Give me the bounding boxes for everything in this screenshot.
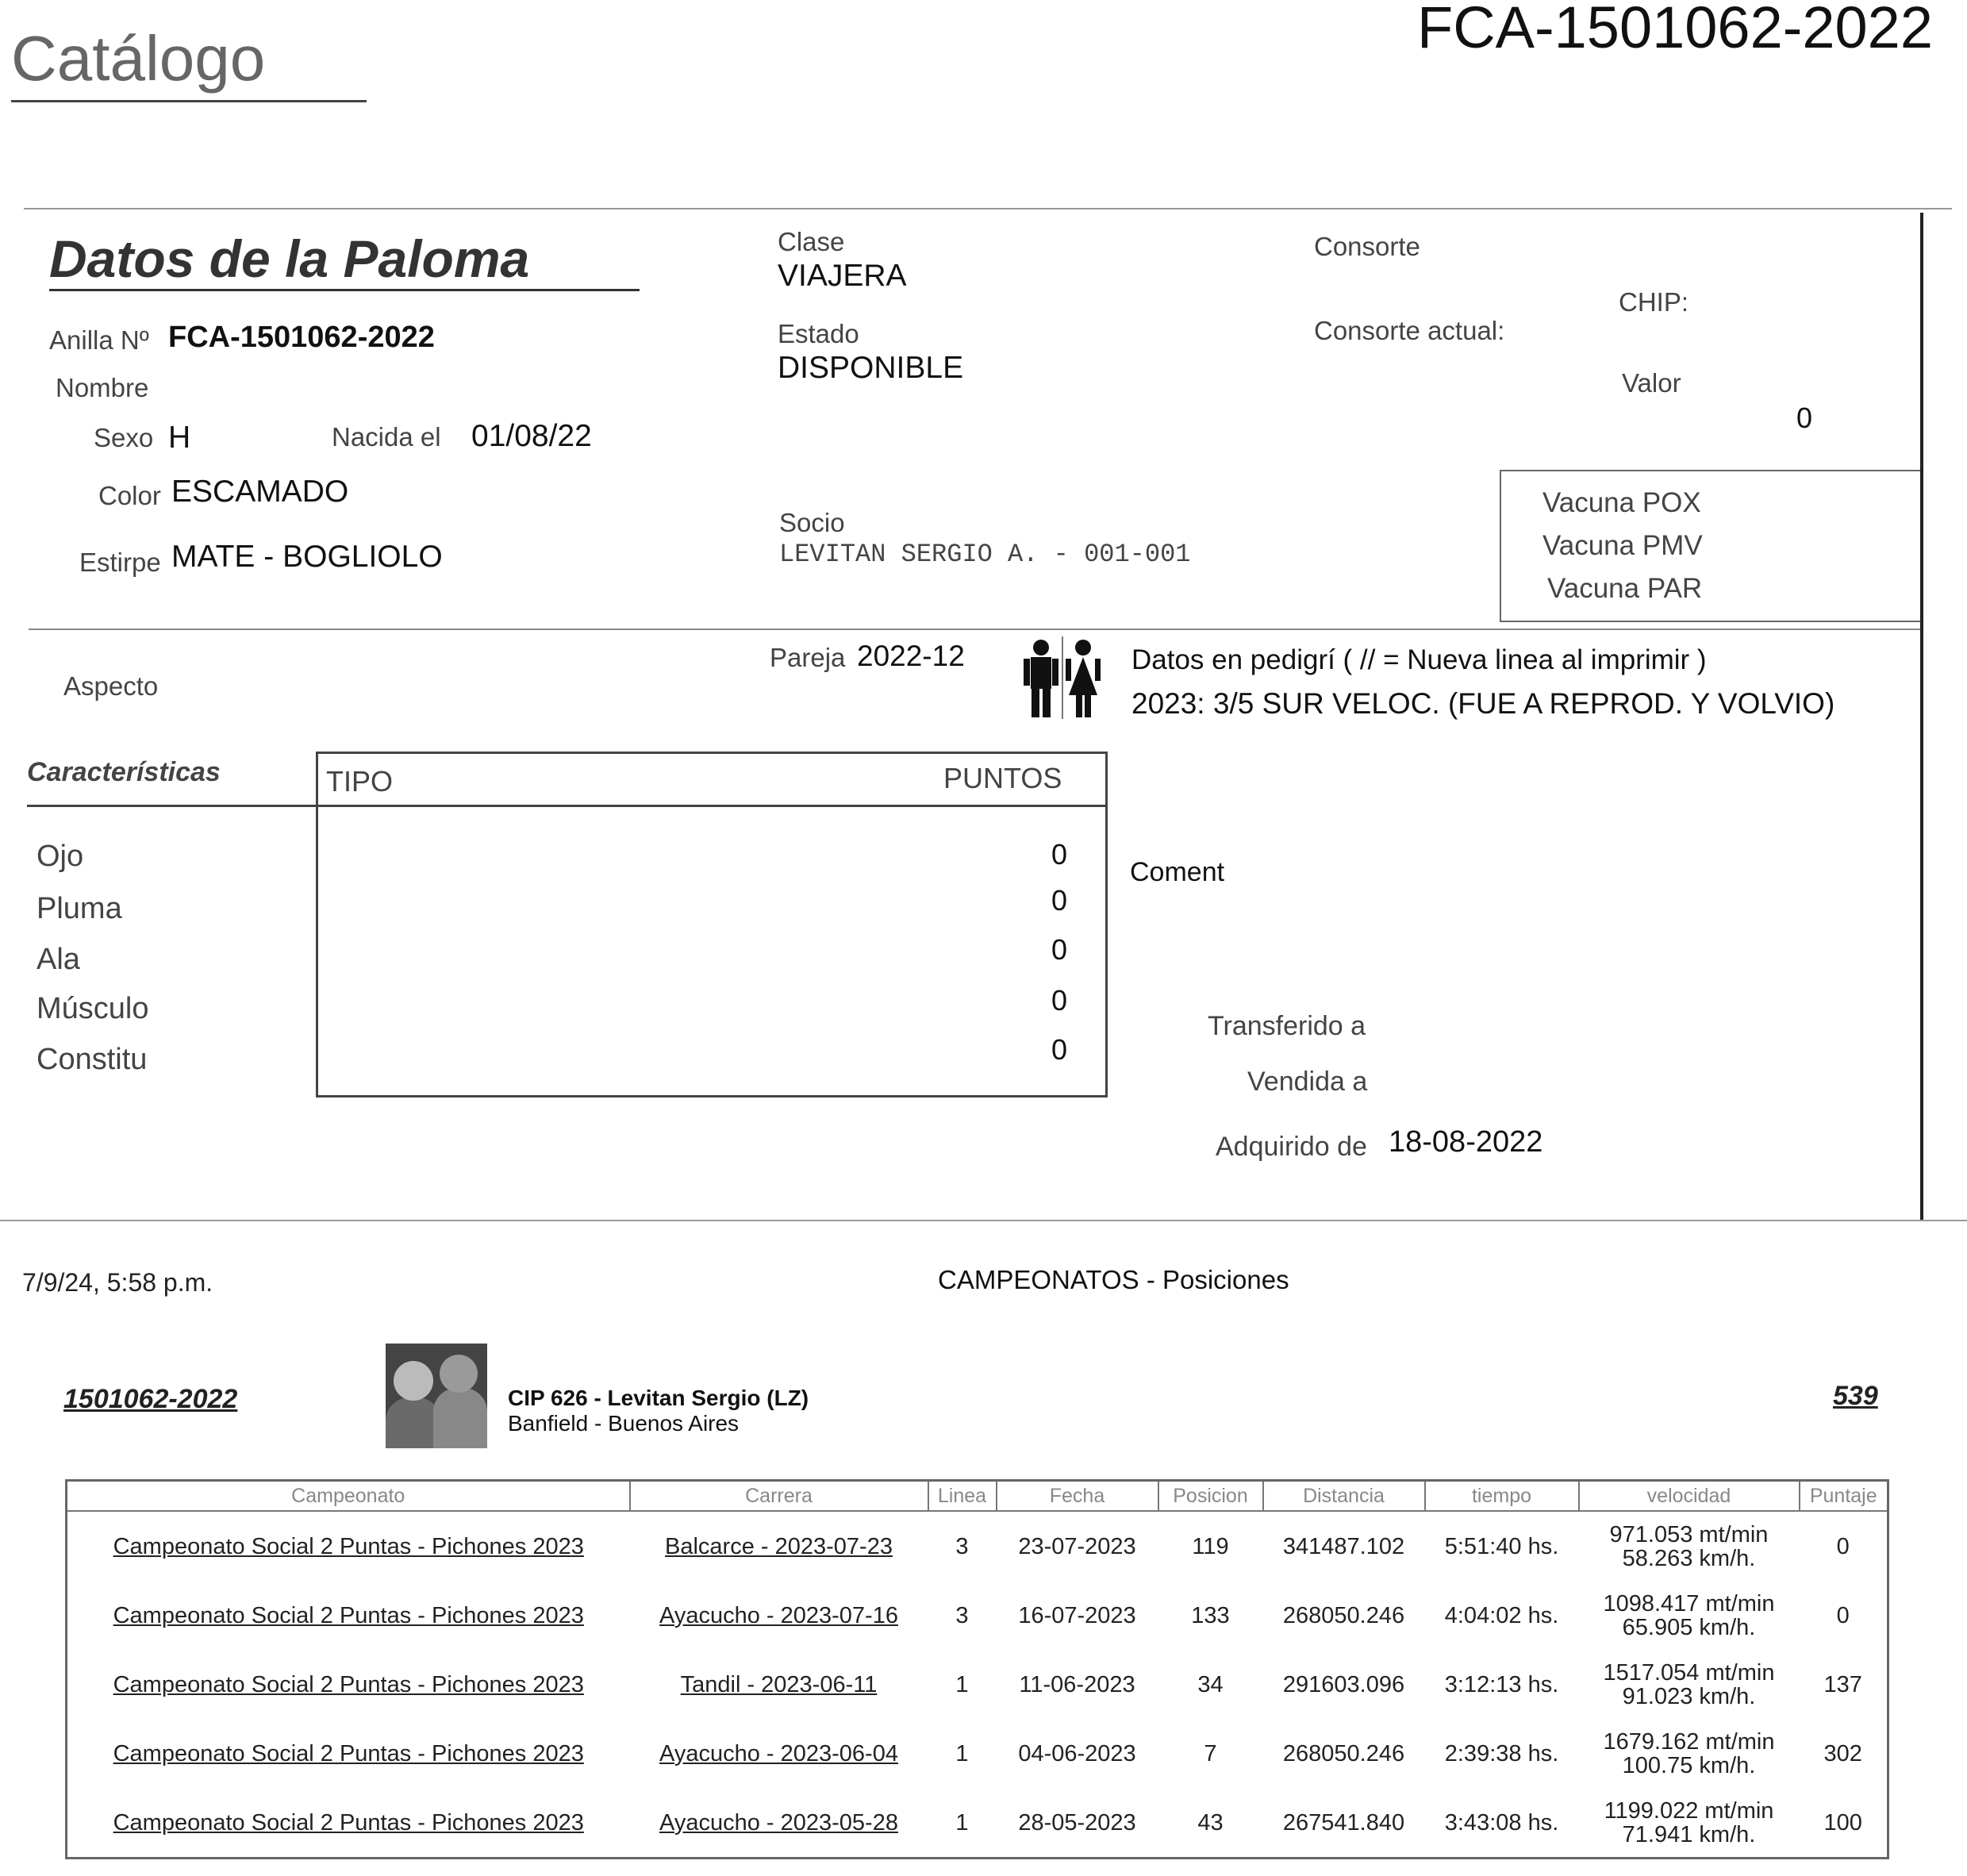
velocity-kmh: 65.905 km/h. bbox=[1622, 1614, 1756, 1640]
mate-label: Consorte bbox=[1314, 232, 1420, 261]
cell-posicion: 133 bbox=[1191, 1602, 1230, 1628]
cell-distancia: 267541.840 bbox=[1282, 1809, 1405, 1836]
sold-label: Vendida a bbox=[1247, 1067, 1368, 1097]
cell-linea: 1 bbox=[955, 1671, 969, 1697]
points-constitu: 0 bbox=[1051, 1033, 1068, 1066]
pair-label: Pareja bbox=[770, 643, 846, 672]
born-value: 01/08/22 bbox=[471, 419, 592, 453]
col-posicion: Posicion bbox=[1158, 1481, 1263, 1512]
member-label: Socio bbox=[779, 508, 845, 537]
vaccine-par: Vacuna PAR bbox=[1547, 573, 1703, 604]
velocity-kmh: 71.941 km/h. bbox=[1622, 1821, 1756, 1847]
char-ojo: Ojo bbox=[36, 840, 84, 873]
owner-photo bbox=[386, 1344, 487, 1448]
col-points-header: PUNTOS bbox=[943, 762, 1062, 794]
characteristics-header-line bbox=[318, 805, 1105, 807]
card-top-border bbox=[24, 208, 1952, 210]
cell-posicion: 43 bbox=[1197, 1809, 1224, 1836]
acquired-label: Adquirido de bbox=[1216, 1132, 1367, 1162]
char-ala: Ala bbox=[36, 943, 80, 976]
cell-tiempo: 3:12:13 hs. bbox=[1444, 1671, 1559, 1697]
cell-linea: 1 bbox=[955, 1740, 969, 1766]
cell-tiempo: 5:51:40 hs. bbox=[1444, 1533, 1559, 1559]
char-pluma: Pluma bbox=[36, 892, 122, 925]
velocity-kmh: 100.75 km/h. bbox=[1622, 1752, 1756, 1778]
cell-posicion: 34 bbox=[1197, 1671, 1224, 1697]
strain-label: Estirpe bbox=[79, 548, 161, 577]
value-label: Valor bbox=[1622, 368, 1681, 398]
table-row bbox=[67, 1650, 1888, 1719]
table-row bbox=[67, 1581, 1888, 1650]
cell-distancia: 268050.246 bbox=[1282, 1602, 1405, 1628]
pair-value: 2022-12 bbox=[857, 640, 965, 672]
table-row bbox=[67, 1719, 1888, 1788]
points-musculo: 0 bbox=[1051, 984, 1068, 1017]
char-musculo: Músculo bbox=[36, 992, 149, 1025]
catalog-title-underline bbox=[11, 100, 367, 102]
cell-tiempo: 3:43:08 hs. bbox=[1444, 1809, 1559, 1836]
char-constitu: Constitu bbox=[36, 1043, 148, 1076]
col-carrera: Carrera bbox=[630, 1481, 928, 1512]
cell-carrera-link[interactable]: Ayacucho - 2023-06-04 bbox=[659, 1740, 898, 1766]
characteristics-table bbox=[316, 752, 1108, 1098]
points-ala: 0 bbox=[1051, 933, 1068, 966]
cell-carrera-link[interactable]: Tandil - 2023-06-11 bbox=[680, 1671, 878, 1697]
col-linea: Linea bbox=[928, 1481, 997, 1512]
col-type-header: TIPO bbox=[326, 765, 394, 798]
cell-carrera-link[interactable]: Ayacucho - 2023-07-16 bbox=[659, 1602, 898, 1628]
print-timestamp: 7/9/24, 5:58 p.m. bbox=[22, 1268, 213, 1297]
cell-fecha: 04-06-2023 bbox=[1018, 1740, 1136, 1766]
cell-fecha: 28-05-2023 bbox=[1018, 1809, 1136, 1836]
sex-label: Sexo bbox=[94, 423, 154, 452]
cell-velocidad bbox=[1579, 1719, 1800, 1788]
document-id: FCA-1501062-2022 bbox=[1417, 0, 1933, 60]
cell-campeonato-link[interactable]: Campeonato Social 2 Puntas - Pichones 2023 bbox=[113, 1740, 584, 1766]
cell-linea: 1 bbox=[955, 1809, 969, 1836]
pedigree-value: 2023: 3/5 SUR VELOC. (FUE A REPROD. Y VOLVIO) bbox=[1131, 687, 1835, 720]
born-label: Nacida el bbox=[332, 422, 441, 452]
comment-label: Coment bbox=[1130, 857, 1225, 887]
class-label: Clase bbox=[778, 227, 845, 256]
positions-title: CAMPEONATOS - Posiciones bbox=[938, 1265, 1289, 1294]
value-value: 0 bbox=[1796, 402, 1813, 434]
cell-fecha: 23-07-2023 bbox=[1018, 1533, 1136, 1559]
cell-velocidad bbox=[1579, 1650, 1800, 1719]
location-line: Banfield - Buenos Aires bbox=[508, 1411, 740, 1436]
cell-posicion: 119 bbox=[1192, 1533, 1229, 1559]
chip-label: CHIP: bbox=[1619, 287, 1689, 317]
cell-puntaje: 0 bbox=[1836, 1602, 1850, 1628]
cell-puntaje: 302 bbox=[1823, 1740, 1862, 1766]
characteristics-title: Características bbox=[27, 757, 221, 787]
positions-total[interactable]: 539 bbox=[1833, 1381, 1878, 1411]
table-row bbox=[67, 1511, 1888, 1581]
transferred-label: Transferido a bbox=[1208, 1011, 1366, 1041]
state-value: DISPONIBLE bbox=[778, 351, 964, 385]
card-right-border bbox=[1920, 213, 1923, 1221]
current-mate-label: Consorte actual: bbox=[1314, 316, 1505, 345]
positions-ring[interactable]: 1501062-2022 bbox=[63, 1384, 238, 1414]
owner-line: CIP 626 - Levitan Sergio (LZ) bbox=[508, 1386, 809, 1410]
cell-puntaje: 100 bbox=[1823, 1809, 1862, 1836]
table-row bbox=[67, 1788, 1888, 1859]
cell-tiempo: 4:04:02 hs. bbox=[1444, 1602, 1559, 1628]
acquired-value: 18-08-2022 bbox=[1389, 1125, 1543, 1159]
cell-puntaje: 137 bbox=[1823, 1671, 1862, 1697]
cell-tiempo: 2:39:38 hs. bbox=[1444, 1740, 1559, 1766]
velocity-mtmin: 1098.417 mt/min bbox=[1603, 1590, 1775, 1617]
cell-fecha: 11-06-2023 bbox=[1019, 1671, 1135, 1697]
cell-velocidad bbox=[1579, 1581, 1800, 1650]
cell-distancia: 341487.102 bbox=[1282, 1533, 1405, 1559]
cell-linea: 3 bbox=[955, 1602, 969, 1628]
cell-velocidad bbox=[1579, 1788, 1800, 1859]
velocity-kmh: 58.263 km/h. bbox=[1622, 1545, 1756, 1571]
catalog-title: Catálogo bbox=[11, 23, 266, 94]
col-campeonato: Campeonato bbox=[67, 1481, 630, 1512]
col-puntaje: Puntaje bbox=[1800, 1481, 1888, 1512]
class-value: VIAJERA bbox=[778, 259, 907, 293]
ring-value: FCA-1501062-2022 bbox=[168, 321, 435, 354]
section-title: Datos de la Paloma bbox=[49, 229, 530, 288]
pedigree-label: Datos en pedigrí ( // = Nueva linea al imprimir ) bbox=[1131, 644, 1707, 675]
cell-carrera-link[interactable]: Ayacucho - 2023-05-28 bbox=[659, 1809, 898, 1836]
col-velocidad: velocidad bbox=[1579, 1481, 1800, 1512]
cell-campeonato-link[interactable]: Campeonato Social 2 Puntas - Pichones 2023 bbox=[113, 1809, 584, 1836]
cell-fecha: 16-07-2023 bbox=[1018, 1602, 1136, 1628]
cell-puntaje: 0 bbox=[1836, 1533, 1850, 1559]
section-title-underline bbox=[49, 289, 640, 291]
color-value: ESCAMADO bbox=[171, 475, 349, 509]
table-header-row bbox=[67, 1481, 1888, 1512]
strain-value: MATE - BOGLIOLO bbox=[171, 540, 443, 574]
positions-table bbox=[65, 1479, 1889, 1859]
cell-carrera-link[interactable]: Balcarce - 2023-07-23 bbox=[665, 1533, 893, 1559]
vaccine-pmv: Vacuna PMV bbox=[1542, 530, 1703, 561]
points-pluma: 0 bbox=[1051, 884, 1068, 917]
cell-campeonato-link[interactable]: Campeonato Social 2 Puntas - Pichones 2023 bbox=[113, 1602, 584, 1628]
cell-linea: 3 bbox=[955, 1533, 969, 1559]
cell-distancia: 268050.246 bbox=[1282, 1740, 1405, 1766]
sex-value: H bbox=[168, 421, 191, 455]
aspect-label: Aspecto bbox=[63, 671, 159, 701]
cell-campeonato-link[interactable]: Campeonato Social 2 Puntas - Pichones 2023 bbox=[113, 1533, 584, 1559]
velocity-mtmin: 971.053 mt/min bbox=[1609, 1521, 1769, 1547]
characteristics-underline bbox=[27, 805, 316, 807]
color-label: Color bbox=[98, 481, 161, 510]
velocity-mtmin: 1679.162 mt/min bbox=[1603, 1728, 1775, 1755]
col-fecha: Fecha bbox=[997, 1481, 1158, 1512]
state-label: Estado bbox=[778, 319, 859, 348]
cell-posicion: 7 bbox=[1204, 1740, 1217, 1766]
velocity-kmh: 91.023 km/h. bbox=[1622, 1683, 1756, 1709]
ring-label: Anilla Nº bbox=[49, 325, 149, 355]
col-distancia: Distancia bbox=[1263, 1481, 1425, 1512]
points-ojo: 0 bbox=[1051, 838, 1068, 871]
male-female-pair-icon bbox=[1020, 636, 1105, 723]
cell-campeonato-link[interactable]: Campeonato Social 2 Puntas - Pichones 2023 bbox=[113, 1671, 584, 1697]
member-value: LEVITAN SERGIO A. - 001-001 bbox=[779, 540, 1191, 569]
divider-line bbox=[29, 629, 1920, 630]
card-bottom-border bbox=[0, 1220, 1967, 1221]
name-label: Nombre bbox=[56, 373, 149, 402]
velocity-mtmin: 1517.054 mt/min bbox=[1603, 1659, 1775, 1686]
cell-velocidad bbox=[1579, 1511, 1800, 1581]
velocity-mtmin: 1199.022 mt/min bbox=[1604, 1797, 1774, 1824]
col-tiempo: tiempo bbox=[1425, 1481, 1579, 1512]
vaccine-pox: Vacuna POX bbox=[1542, 487, 1701, 518]
cell-distancia: 291603.096 bbox=[1282, 1671, 1405, 1697]
